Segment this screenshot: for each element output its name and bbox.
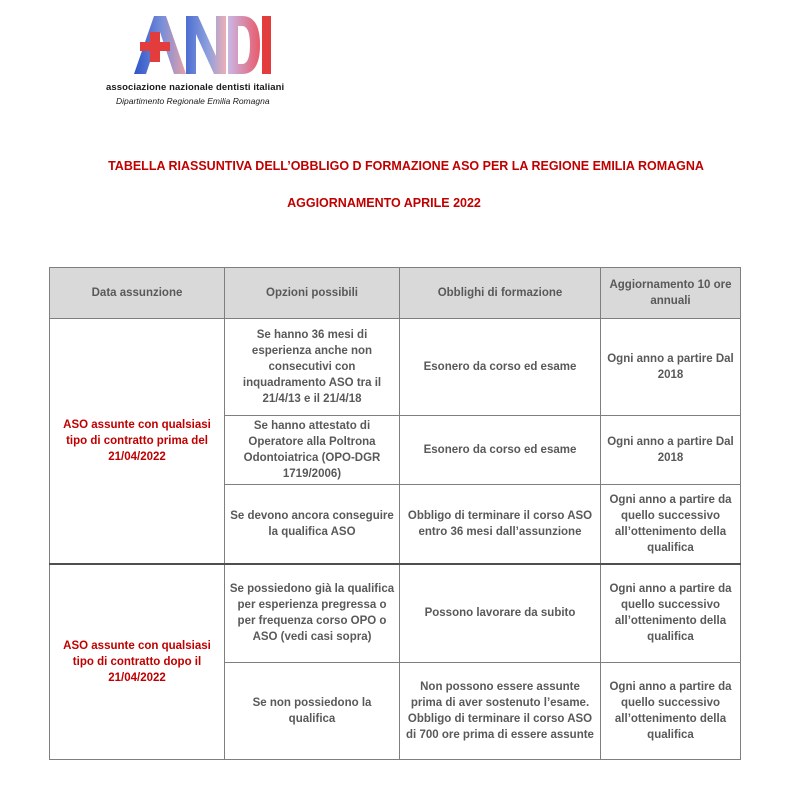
- option-cell: Se possiedono già la qualifica per esperienza pregressa o per frequenza corso OPO o ASO (vedi casi sopra): [225, 564, 400, 663]
- update-cell: Ogni anno a partire Dal 2018: [601, 319, 741, 416]
- andi-logo-mark: [130, 12, 272, 80]
- header-obblighi-formazione: Obblighi di formazione: [400, 268, 601, 319]
- option-cell: Se hanno attestato di Operatore alla Poltrona Odontoiatrica (OPO-DGR 1719/2006): [225, 416, 400, 485]
- update-cell: Ogni anno a partire da quello successivo all’ottenimento della qualifica: [601, 564, 741, 663]
- update-cell: Ogni anno a partire Dal 2018: [601, 416, 741, 485]
- obligation-cell: Esonero da corso ed esame: [400, 416, 601, 485]
- obligation-cell: Esonero da corso ed esame: [400, 319, 601, 416]
- table-row: [50, 564, 741, 663]
- obligation-cell: Non possono essere assunte prima di aver sostenuto l’esame. Obbligo di terminare il corso ASO di 700 ore prima di essere assunte: [400, 663, 601, 760]
- update-cell: Ogni anno a partire da quello successivo all’ottenimento della qualifica: [601, 485, 741, 564]
- table-header-row: [50, 268, 741, 319]
- header-data-assunzione: Data assunzione: [50, 268, 225, 319]
- group-label-dopo: ASO assunte con qualsiasi tipo di contratto dopo il 21/04/2022: [50, 564, 225, 760]
- logo-association-name: associazione nazionale dentisti italiani: [106, 82, 285, 93]
- logo-department-name: Dipartimento Regionale Emilia Romagna: [116, 96, 270, 106]
- summary-table: [49, 267, 741, 760]
- option-cell: Se devono ancora conseguire la qualifica ASO: [225, 485, 400, 564]
- table-row: [50, 319, 741, 416]
- andi-logo: [100, 12, 300, 106]
- document-title: TABELLA RIASSUNTIVA DELL’OBBLIGO D FORMAZIONE ASO PER LA REGIONE EMILIA ROMAGNA: [108, 159, 704, 173]
- obligation-cell: Possono lavorare da subito: [400, 564, 601, 663]
- option-cell: Se non possiedono la qualifica: [225, 663, 400, 760]
- header-opzioni-possibili: Opzioni possibili: [225, 268, 400, 319]
- obligation-cell: Obbligo di terminare il corso ASO entro 36 mesi dall’assunzione: [400, 485, 601, 564]
- document-subtitle: AGGIORNAMENTO APRILE 2022: [287, 196, 481, 210]
- update-cell: Ogni anno a partire da quello successivo all’ottenimento della qualifica: [601, 663, 741, 760]
- option-cell: Se hanno 36 mesi di esperienza anche non consecutivi con inquadramento ASO tra il 21/4/13 e il 21/4/18: [225, 319, 400, 416]
- header-aggiornamento: Aggiornamento 10 ore annuali: [601, 268, 741, 319]
- group-label-prima: ASO assunte con qualsiasi tipo di contratto prima del 21/04/2022: [50, 319, 225, 564]
